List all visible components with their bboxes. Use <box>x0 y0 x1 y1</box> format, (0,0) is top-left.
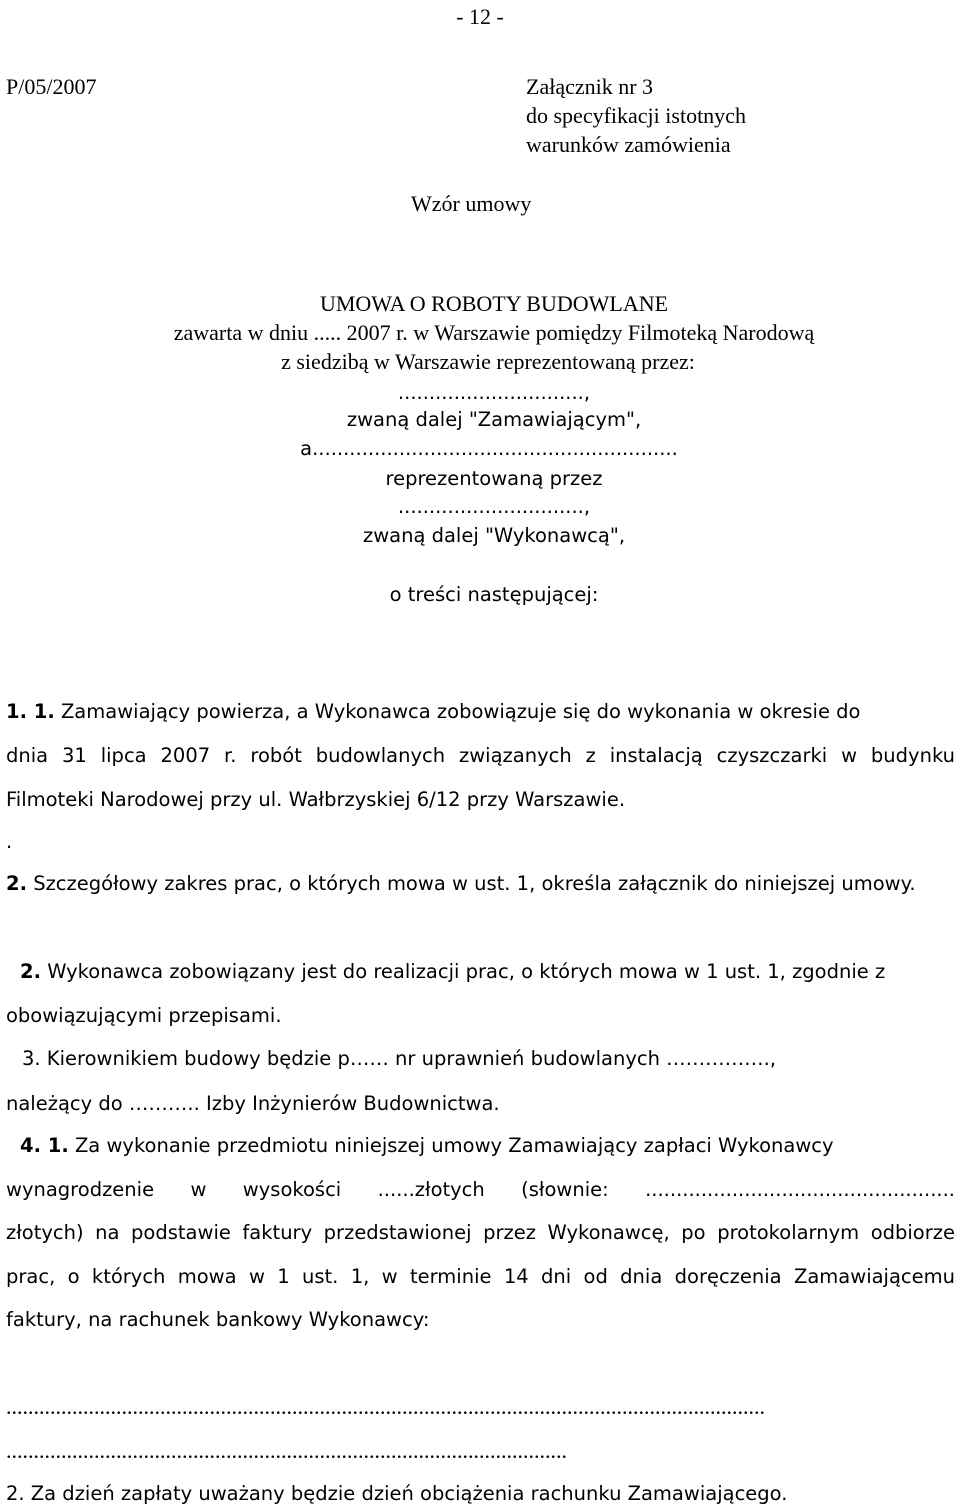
section-4-line-4: prac, o których mowa w 1 ust. 1, w terminie 14 dni od dnia doręczenia Zamawiającemu <box>6 1265 955 1288</box>
section-4-number: 4. 1. <box>20 1134 69 1157</box>
section-2-line-1 <box>20 962 885 982</box>
attachment-line-3: warunków zamówienia <box>526 132 731 157</box>
intro-line-6: reprezentowaną przez <box>385 467 603 490</box>
section-4-line-3: złotych) na podstawie faktury przedstawionej przez Wykonawcę, po protokolarnym odbiorze <box>6 1221 955 1244</box>
intro-line-2: z siedzibą w Warszawie reprezentowaną przez: <box>281 349 695 374</box>
section-1-text-1: Zamawiający powierza, a Wykonawca zobowiązuje się do wykonania w okresie do <box>60 700 861 723</box>
intro-line-1: zawarta w dniu ..... 2007 r. w Warszawie pomiędzy Filmoteką Narodową <box>173 320 815 345</box>
section-4-line-1 <box>20 1136 834 1156</box>
section-3-line-2: należący do ……….. Izby Inżynierów Budownictwa. <box>6 1092 500 1115</box>
section-1-line-2: dnia 31 lipca 2007 r. robót budowlanych związanych z instalacją czyszczarki w budynku <box>6 744 955 767</box>
section-4-2: 2. Za dzień zapłaty uważany będzie dzień obciążenia rachunku Zamawiającego. <box>6 1482 788 1505</box>
section-1-line-1 <box>6 702 955 722</box>
section-1-line-3: Filmoteki Narodowej przy ul. Wałbrzyskiej 6/12 przy Warszawie. <box>6 788 626 811</box>
section-3-line-1: 3. Kierownikiem budowy będzie p…… nr uprawnień budowlanych ……………., <box>22 1047 777 1070</box>
section-4-text-1: Za wykonanie przedmiotu niniejszej umowy Zamawiający zapłaci Wykonawcy <box>74 1134 834 1157</box>
section-2-number: 2. <box>20 960 41 983</box>
attachment-line-2: do specyfikacji istotnych <box>526 103 746 128</box>
reference-number: P/05/2007 <box>6 74 97 99</box>
contract-title: UMOWA O ROBOTY BUDOWLANE <box>319 291 669 316</box>
page-number: - 12 - <box>456 4 504 29</box>
section-1-2-number: 2. <box>6 872 27 895</box>
intro-line-3: .............................., <box>397 381 591 404</box>
intro-line-5: a........................................................... <box>300 437 678 460</box>
intro-line-4: zwaną dalej "Zamawiającym", <box>346 408 642 431</box>
section-2-line-2: obowiązującymi przepisami. <box>6 1004 282 1027</box>
template-label: Wzór umowy <box>411 191 532 216</box>
bank-account-dots-2: ...................................................................................................... <box>6 1440 567 1462</box>
section-2-text-1: Wykonawca zobowiązany jest do realizacji prac, o których mowa w 1 ust. 1, zgodnie z <box>47 960 886 983</box>
attachment-line-1: Załącznik nr 3 <box>526 74 654 99</box>
stray-dot: . <box>6 830 13 853</box>
section-4-line-2: wynagrodzenie w wysokości ......złotych (słownie: .................................................. <box>6 1178 955 1201</box>
section-1-number: 1. 1. <box>6 700 55 723</box>
section-1-2-text: Szczegółowy zakres prac, o których mowa w ust. 1, określa załącznik do niniejszej umowy. <box>33 872 916 895</box>
intro-line-8: zwaną dalej "Wykonawcą", <box>362 524 626 547</box>
section-4-line-5: faktury, na rachunek bankowy Wykonawcy: <box>6 1308 430 1331</box>
section-1-2 <box>6 874 916 894</box>
intro-line-9: o treści następującej: <box>389 583 599 606</box>
intro-line-7: .............................., <box>397 495 591 518</box>
bank-account-dots-1: .......................................................................................................................................... <box>6 1396 765 1418</box>
